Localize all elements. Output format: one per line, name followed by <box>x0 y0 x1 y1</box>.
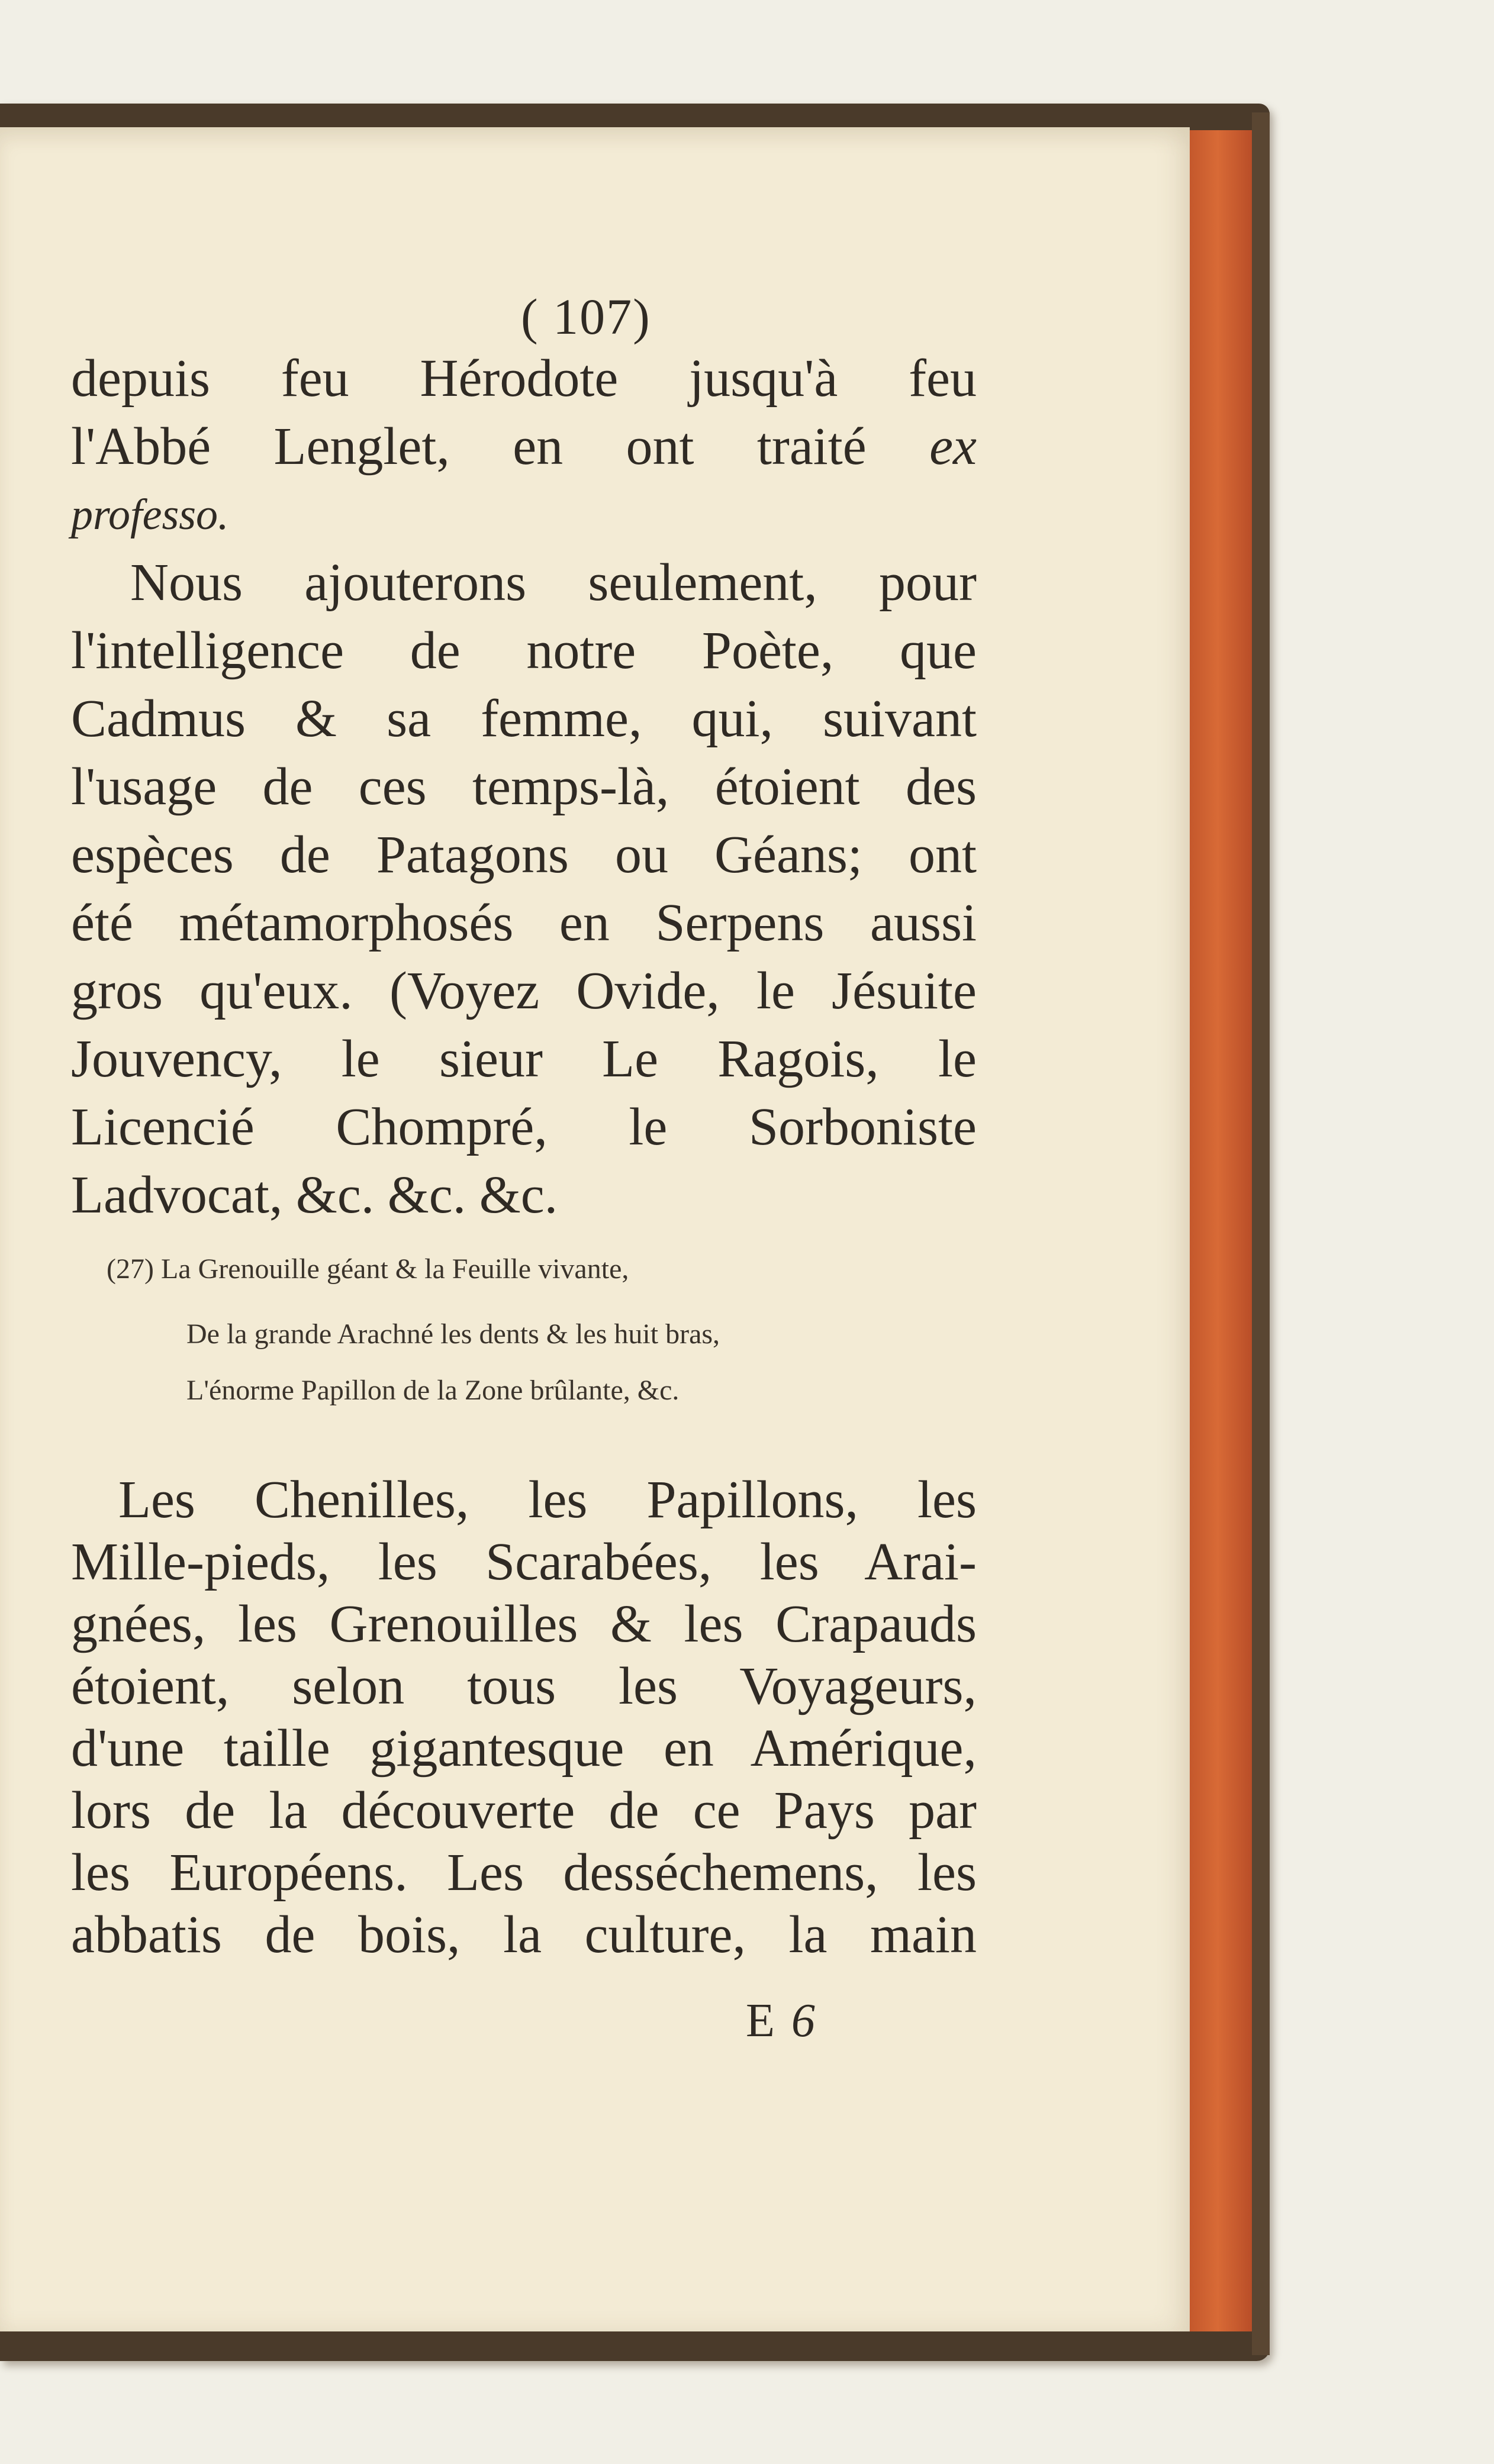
footnote-line: L'énorme Papillon de la Zone brûlante, &c. <box>186 1375 680 1406</box>
text-line: abbatis de bois, la culture, la main <box>71 1905 977 1964</box>
text-line: professo. <box>71 491 229 539</box>
text-line: Nous ajouterons seulement, pour <box>130 553 977 612</box>
footnote-line: (27) La Grenouille géant & la Feuille vivante, <box>107 1253 629 1285</box>
page-number: ( 107) <box>521 288 651 345</box>
text-line: l'usage de ces temps-là, étoient des <box>71 757 977 816</box>
text-line: depuis feu Hérodote jusqu'à feu <box>71 349 977 408</box>
text-line: étoient, selon tous les Voyageurs, <box>71 1657 977 1715</box>
signature-mark: E6 <box>746 1995 832 2047</box>
text-line: espèces de Patagons ou Géans; ont <box>71 825 977 884</box>
text-line: été métamorphosés en Serpens aussi <box>71 894 977 952</box>
text-line: lors de la découverte de ce Pays par <box>71 1781 977 1840</box>
text-line: Licencié Chompré, le Sorboniste <box>71 1098 977 1156</box>
text-line: Mille-pieds, les Scarabées, les Arai- <box>71 1533 977 1591</box>
text-line: d'une taille gigantesque en Amérique, <box>71 1719 977 1778</box>
page-edge-red <box>1190 130 1252 2331</box>
book-spine-edge <box>1252 112 1270 2355</box>
text-line: gros qu'eux. (Voyez Ovide, le Jésuite <box>71 962 977 1020</box>
text-line: l'Abbé Lenglet, en ont traité ex <box>71 417 977 476</box>
text-line: les Européens. Les desséchemens, les <box>71 1843 977 1902</box>
text-line: Ladvocat, &c. &c. &c. <box>71 1166 558 1224</box>
text-line: gnées, les Grenouilles & les Crapauds <box>71 1595 977 1653</box>
text-line: Jouvency, le sieur Le Ragois, le <box>71 1030 977 1088</box>
text-line: Les Chenilles, les Papillons, les <box>118 1470 977 1529</box>
footnote-line: De la grande Arachné les dents & les huit bras, <box>186 1318 720 1350</box>
page-text <box>71 0 977 2464</box>
text-line: Cadmus & sa femme, qui, suivant <box>71 689 977 748</box>
text-line: l'intelligence de notre Poète, que <box>71 621 977 680</box>
